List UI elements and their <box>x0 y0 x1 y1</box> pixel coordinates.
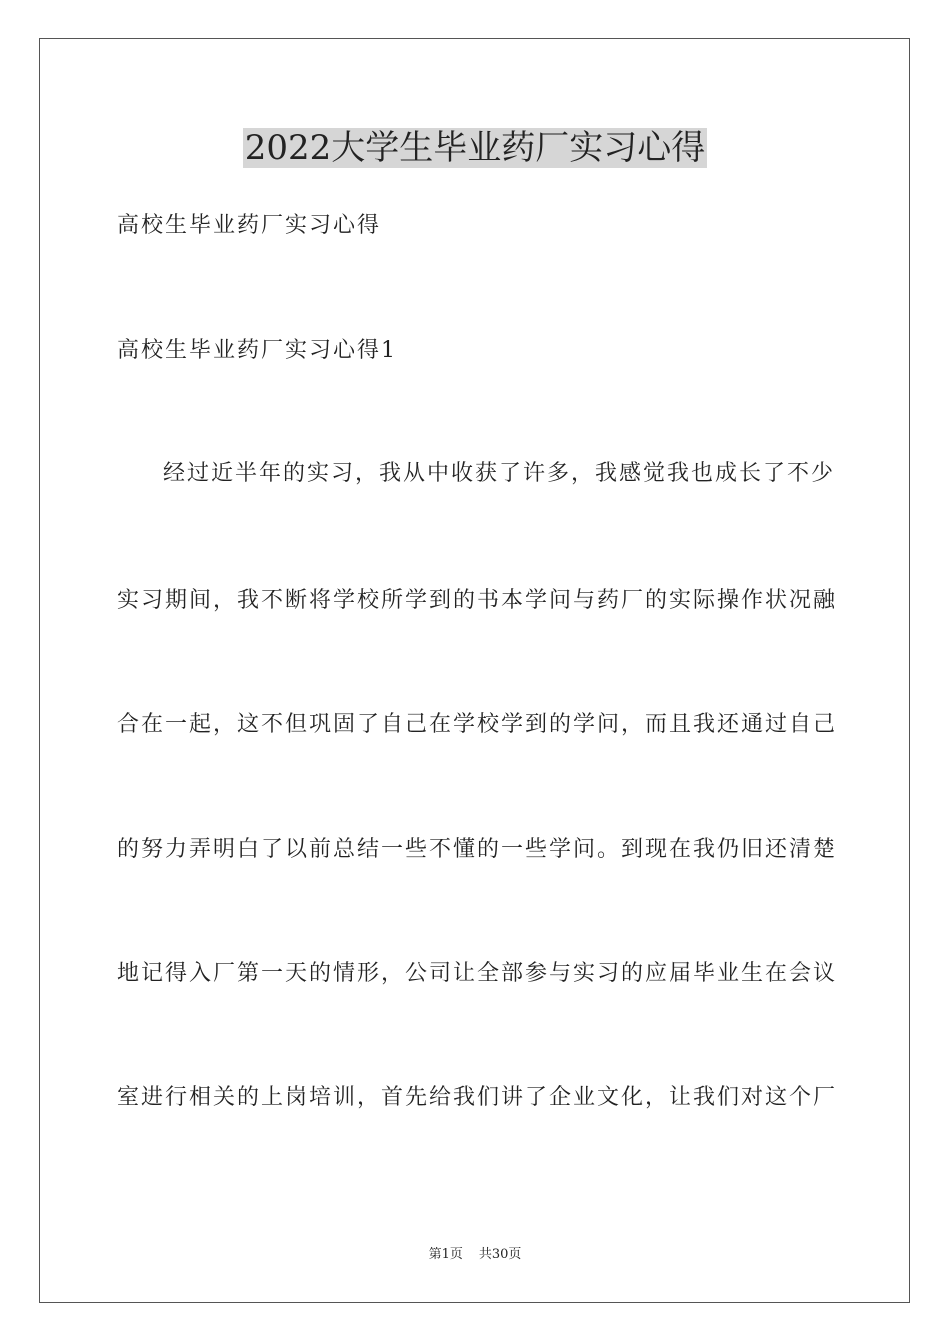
document-title <box>0 128 950 168</box>
document-subtitle: 高校生毕业药厂实习心得 <box>117 213 382 238</box>
body-line: 经过近半年的实习，我从中收获了许多，我感觉我也成长了不少 <box>163 461 836 486</box>
document-title-text: 2022大学生毕业药厂实习心得 <box>244 128 706 168</box>
page-footer <box>0 1247 950 1263</box>
body-line: 室进行相关的上岗培训，首先给我们讲了企业文化，让我们对这个厂 <box>117 1085 838 1110</box>
body-line: 合在一起，这不但巩固了自己在学校学到的学问，而且我还通过自己 <box>117 712 838 737</box>
page-number: 第1页 <box>428 1247 463 1262</box>
page-total: 共30页 <box>478 1247 522 1262</box>
body-line: 地记得入厂第一天的情形，公司让全部参与实习的应届毕业生在会议 <box>117 961 838 986</box>
body-line: 的努力弄明白了以前总结一些不懂的一些学问。到现在我仍旧还清楚 <box>117 837 838 862</box>
body-line: 实习期间，我不断将学校所学到的书本学问与药厂的实际操作状况融 <box>117 588 838 613</box>
section-heading: 高校生毕业药厂实习心得1 <box>117 338 397 363</box>
